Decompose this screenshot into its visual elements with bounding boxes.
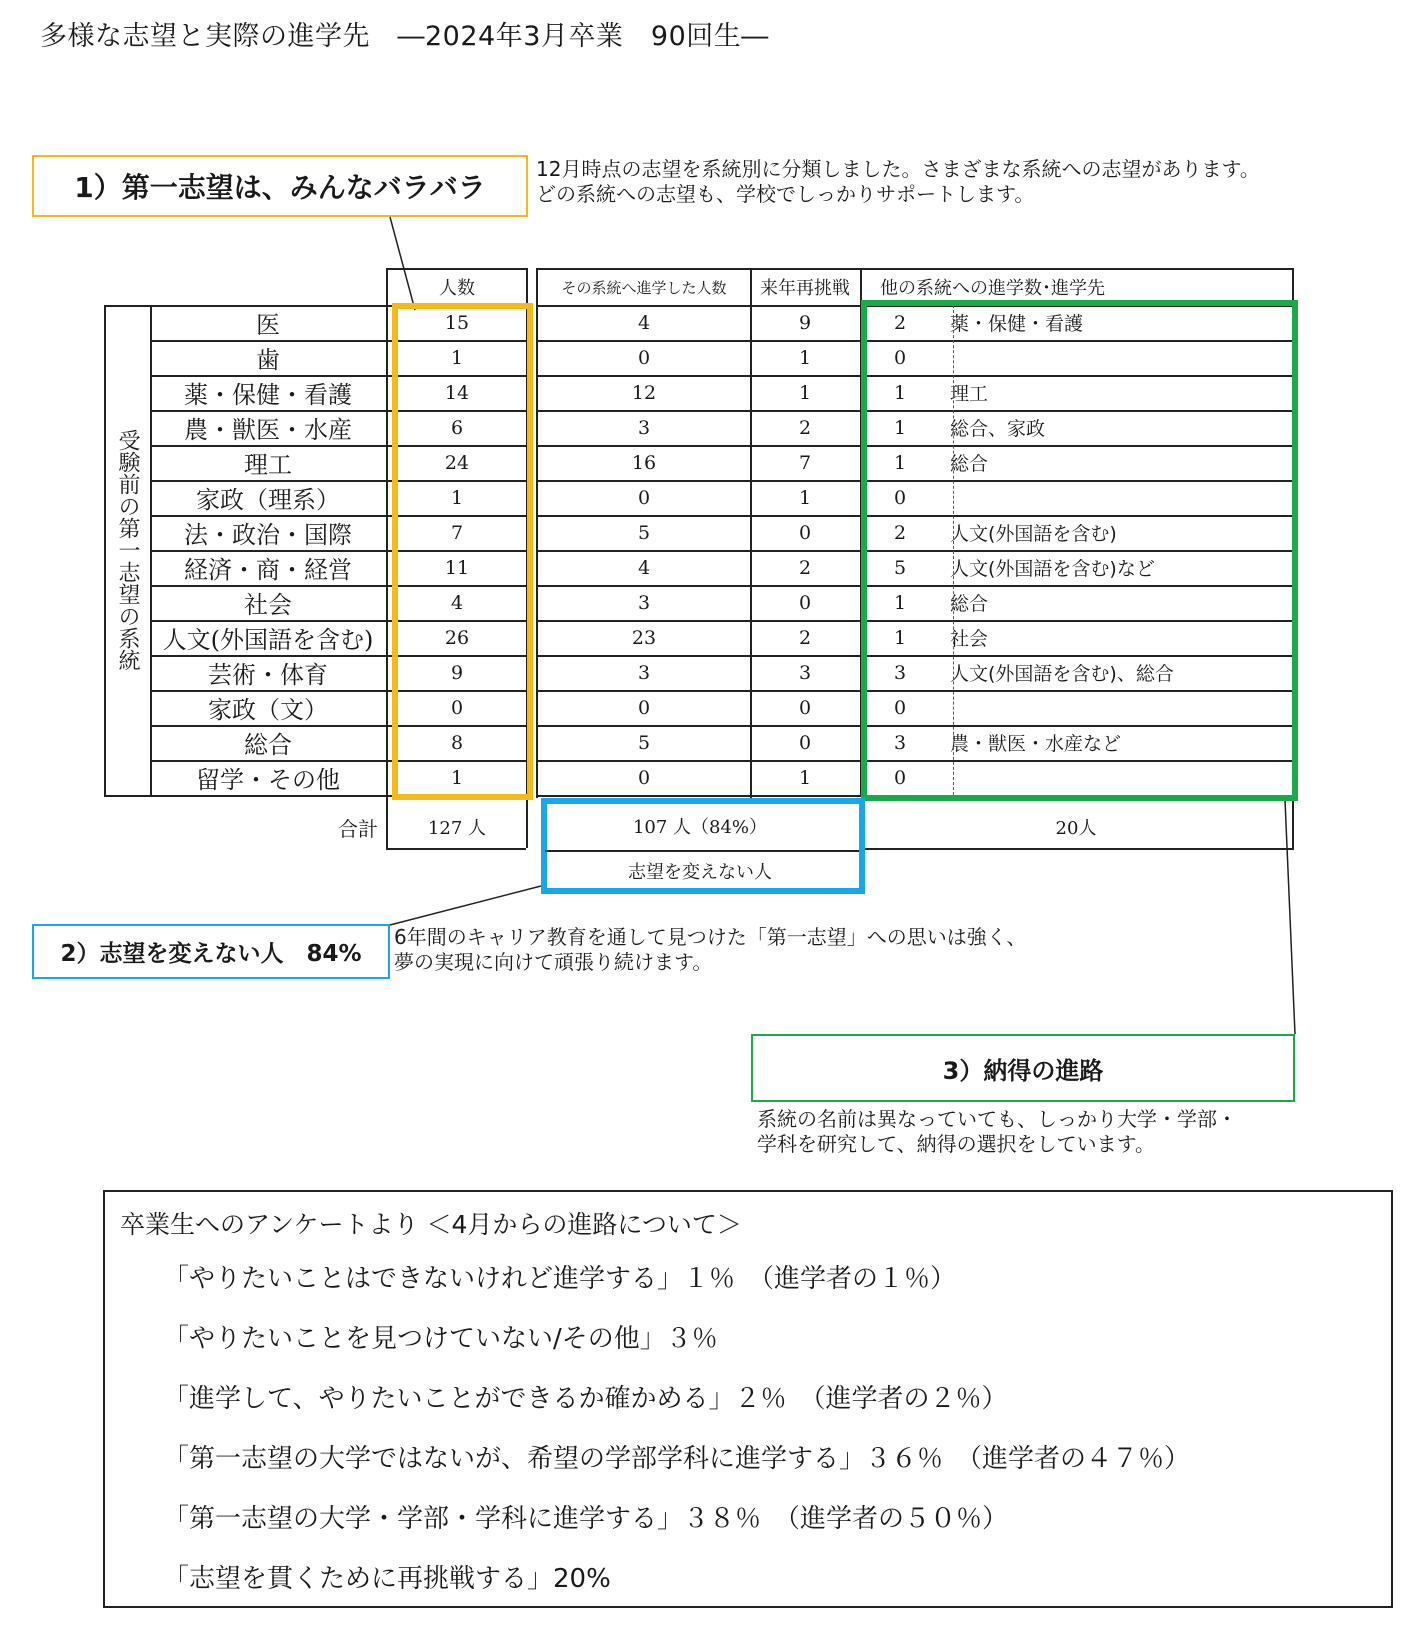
- callout-convinced: [751, 1034, 1295, 1102]
- grid-line: [150, 795, 386, 797]
- total-label: 合計: [338, 816, 378, 841]
- table-cell-retry: 0: [798, 521, 812, 544]
- grid-line: [536, 268, 538, 798]
- grid-line: [150, 445, 386, 447]
- table-cell-retry: 1: [798, 766, 812, 789]
- table-cell-retry: 0: [798, 696, 812, 719]
- survey-item: 「志望を貫くために再挑戦する」20%: [163, 1564, 611, 1594]
- table-cell-count: 11: [444, 556, 470, 579]
- table-cell-name: 医: [256, 311, 280, 339]
- table-cell-name: 留学・その他: [196, 766, 340, 794]
- table-cell-name: 芸術・体育: [208, 661, 328, 689]
- grid-line: [150, 305, 386, 307]
- total-count: 127 人: [427, 818, 487, 839]
- callout-unchanged-text: 2）志望を変えない人 84%: [60, 941, 362, 967]
- note-unchanged: [394, 925, 1026, 975]
- grid-line: [150, 725, 386, 727]
- table-cell-count: 1: [450, 486, 464, 509]
- table-cell-name: 法・政治・国際: [184, 521, 352, 549]
- grid-line: [536, 340, 860, 342]
- grid-line: [150, 480, 386, 482]
- table-cell-same: 3: [637, 591, 651, 614]
- note-line: 夢の実現に向けて頑張り続けます。: [394, 950, 713, 974]
- table-cell-dest: 薬・保健・看護: [950, 313, 1084, 335]
- note-line: 系統の名前は異なっていても、しっかり大学・学部・: [757, 1107, 1237, 1131]
- table-cell-other: 1: [893, 626, 907, 649]
- table-cell-retry: 1: [798, 486, 812, 509]
- table-cell-dest: 人文(外国語を含む): [950, 523, 1117, 545]
- grid-line: [150, 655, 386, 657]
- table-cell-name: 総合: [244, 731, 292, 759]
- table-cell-name: 社会: [244, 591, 292, 619]
- table-cell-dest: 総合: [950, 453, 989, 475]
- table-cell-count: 7: [450, 521, 464, 544]
- note-line: 12月時点の志望を系統別に分類しました。さまざまな系統への志望があります。: [536, 157, 1260, 181]
- table-cell-other: 2: [893, 521, 907, 544]
- table-cell-dest: 人文(外国語を含む)、総合: [950, 663, 1174, 685]
- table-cell-other: 1: [893, 451, 907, 474]
- table-cell-same: 0: [637, 346, 651, 369]
- header-other: 他の系統への進学数･進学先: [880, 278, 1105, 299]
- grid-line: [536, 515, 860, 517]
- table-cell-same: 23: [631, 626, 657, 649]
- grid-line: [536, 690, 860, 692]
- table-cell-name: 薬・保健・看護: [184, 381, 352, 409]
- grid-line: [536, 760, 860, 762]
- total-same: 107 人（84%）: [632, 817, 768, 838]
- table-cell-same: 12: [631, 381, 657, 404]
- table-cell-same: 3: [637, 661, 651, 684]
- grid-line: [386, 848, 526, 850]
- table-cell-retry: 2: [798, 416, 812, 439]
- header-same: その系統へ進学した人数: [561, 278, 727, 297]
- table-cell-count: 6: [450, 416, 464, 439]
- table-cell-same: 0: [637, 486, 651, 509]
- table-cell-same: 5: [637, 521, 651, 544]
- table-cell-name: 経済・商・経営: [184, 556, 352, 584]
- table-cell-count: 0: [450, 696, 464, 719]
- table-cell-dest: 総合: [950, 593, 989, 615]
- table-cell-name: 理工: [244, 451, 292, 479]
- table-cell-retry: 1: [798, 381, 812, 404]
- table-cell-count: 4: [450, 591, 464, 614]
- grid-line: [104, 305, 106, 795]
- table-cell-other: 0: [893, 346, 907, 369]
- table-cell-other: 0: [893, 766, 907, 789]
- table-cell-name: 家政（文）: [208, 696, 328, 724]
- table-cell-dest: 総合、家政: [950, 418, 1046, 440]
- grid-line: [150, 550, 386, 552]
- grid-line: [860, 848, 1294, 850]
- survey-item: 「やりたいことはできないけれど進学する」１％ （進学者の１％）: [163, 1264, 957, 1294]
- survey-item: 「第一志望の大学ではないが、希望の学部学科に進学する」３６％ （進学者の４７％）: [163, 1444, 1191, 1474]
- highlight-count-column: [392, 303, 533, 800]
- grid-line: [386, 268, 526, 270]
- table-cell-count: 1: [450, 766, 464, 789]
- highlight-other-column: [861, 300, 1298, 801]
- grid-line: [150, 375, 386, 377]
- table-cell-other: 5: [893, 556, 907, 579]
- table-cell-name: 人文(外国語を含む): [162, 626, 374, 654]
- table-cell-same: 0: [637, 766, 651, 789]
- grid-line: [536, 375, 860, 377]
- table-cell-retry: 3: [798, 661, 812, 684]
- table-cell-name: 農・獣医・水産: [184, 416, 352, 444]
- table-cell-retry: 0: [798, 591, 812, 614]
- table-cell-retry: 2: [798, 626, 812, 649]
- header-count: 人数: [439, 278, 475, 299]
- note-line: どの系統への志望も、学校でしっかりサポートします。: [536, 182, 1035, 206]
- grid-line: [750, 268, 752, 798]
- table-cell-name: 家政（理系）: [196, 486, 340, 514]
- table-cell-same: 16: [631, 451, 657, 474]
- grid-line: [536, 305, 860, 307]
- grid-line: [536, 550, 860, 552]
- table-cell-count: 14: [444, 381, 470, 404]
- table-cell-same: 3: [637, 416, 651, 439]
- grid-line: [545, 850, 859, 852]
- table-cell-retry: 7: [798, 451, 812, 474]
- grid-line: [150, 585, 386, 587]
- survey-item: 「進学して、やりたいことができるか確かめる」２％ （進学者の２％）: [163, 1384, 1008, 1414]
- grid-line: [536, 795, 860, 797]
- table-cell-other: 0: [893, 696, 907, 719]
- table-cell-dest: 理工: [950, 383, 989, 405]
- note-line: 学科を研究して、納得の選択をしています。: [757, 1132, 1155, 1156]
- survey-item: 「やりたいことを見つけていない/その他」３％: [163, 1324, 718, 1354]
- row-group-label: 受験前の第一志望の系統: [115, 429, 140, 671]
- table-cell-name: 歯: [256, 346, 280, 374]
- grid-line: [150, 760, 386, 762]
- callout-first-choice-text: 1）第一志望は、みんなバラバラ: [74, 171, 486, 204]
- grid-line: [536, 655, 860, 657]
- page-title: 多様な志望と実際の進学先 ―2024年3月卒業 90回生―: [40, 21, 769, 52]
- table-cell-dest: 社会: [950, 628, 989, 650]
- table-cell-retry: 2: [798, 556, 812, 579]
- table-cell-other: 1: [893, 381, 907, 404]
- table-cell-count: 24: [444, 451, 470, 474]
- table-cell-same: 5: [637, 731, 651, 754]
- note-line: 6年間のキャリア教育を通して見つけた「第一志望」への思いは強く、: [394, 925, 1027, 949]
- table-cell-count: 26: [444, 626, 470, 649]
- table-cell-retry: 0: [798, 731, 812, 754]
- grid-line: [150, 410, 386, 412]
- callout-unchanged: [32, 924, 390, 979]
- table-cell-same: 0: [637, 696, 651, 719]
- table-cell-other: 1: [893, 416, 907, 439]
- grid-line: [536, 620, 860, 622]
- grid-line: [150, 620, 386, 622]
- grid-line: [536, 268, 1294, 270]
- grid-line: [150, 690, 386, 692]
- highlight-unchanged-total: [541, 798, 865, 894]
- table-cell-count: 8: [450, 731, 464, 754]
- grid-line: [536, 480, 860, 482]
- table-cell-same: 4: [637, 311, 651, 334]
- table-cell-other: 0: [893, 486, 907, 509]
- grid-line: [150, 340, 386, 342]
- survey-item: 「第一志望の大学・学部・学科に進学する」３８％ （進学者の５０％）: [163, 1504, 1009, 1534]
- table-cell-same: 4: [637, 556, 651, 579]
- total-other: 20人: [1055, 818, 1097, 839]
- note-convinced: [757, 1107, 1237, 1157]
- table-cell-count: 9: [450, 661, 464, 684]
- table-cell-dest: 人文(外国語を含む)など: [950, 558, 1155, 580]
- table-cell-other: 3: [893, 661, 907, 684]
- table-cell-count: 15: [444, 311, 470, 334]
- table-cell-other: 3: [893, 731, 907, 754]
- total-same-caption: 志望を変えない人: [628, 862, 772, 883]
- table-cell-retry: 1: [798, 346, 812, 369]
- table-cell-count: 1: [450, 346, 464, 369]
- table-cell-other: 1: [893, 591, 907, 614]
- header-retry: 来年再挑戦: [760, 278, 850, 299]
- grid-line: [536, 585, 860, 587]
- grid-line: [536, 410, 860, 412]
- table-cell-dest: 農・獣医・水産など: [950, 733, 1122, 755]
- callout-convinced-text: 3）納得の進路: [942, 1056, 1104, 1085]
- grid-line: [150, 515, 386, 517]
- survey-title: 卒業生へのアンケートより ＜4月からの進路について＞: [120, 1210, 742, 1239]
- table-cell-other: 2: [893, 311, 907, 334]
- table-cell-retry: 9: [798, 311, 812, 334]
- grid-line: [536, 445, 860, 447]
- grid-line: [536, 725, 860, 727]
